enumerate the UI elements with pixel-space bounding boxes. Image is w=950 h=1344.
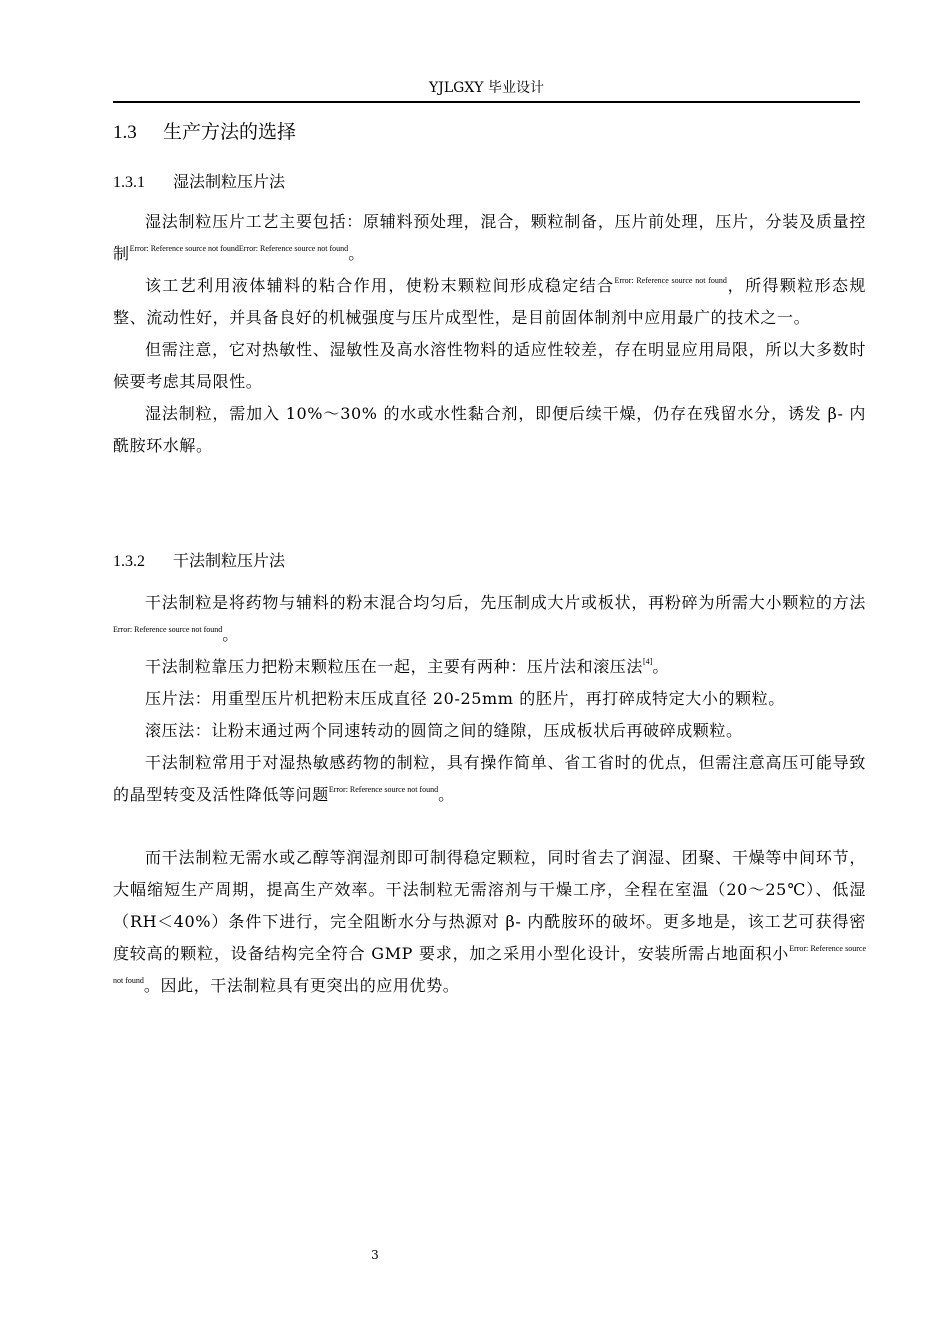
paragraph: 干法制粒常用于对湿热敏感药物的制粒，具有操作简单、省工省时的优点，但需注意高压可能导致的晶型转变及活性降低等问题$^{Error: Reference source not found}$。 xyxy=(113,753,866,804)
subsection-title: 干法制粒压片法 xyxy=(173,551,286,570)
subsection-number: 1.3.1 xyxy=(113,174,145,191)
section-heading xyxy=(113,119,296,146)
subsection-body-2 xyxy=(113,587,866,811)
page-number: 3 xyxy=(371,1248,379,1262)
paragraph: 该工艺利用液体辅料的粘合作用，使粉末颗粒间形成稳定结合$^{Error: Reference source not found}$，所得颗粒形态规整、流动性好，并具备良好的机械强度与压片成型性，是目前固体制剂中应用最广的技术之一。 xyxy=(113,276,866,327)
subsection-body-1 xyxy=(113,206,866,462)
subsection-heading-2 xyxy=(113,550,285,573)
paragraph: 压片法：用重型压片机把粉末压成直径 20-25mm 的胚片，再打碎成特定大小的颗粒。 xyxy=(145,689,785,708)
paragraph: 湿法制粒，需加入 10%～30% 的水或水性黏合剂，即便后续干燥，仍存在残留水分，诱发 β- 内酰胺环水解。 xyxy=(113,404,866,455)
section-title: 生产方法的选择 xyxy=(163,121,297,143)
subsection-body-2-continued xyxy=(113,842,866,1002)
subsection-heading-1 xyxy=(113,171,285,194)
subsection-number: 1.3.2 xyxy=(113,553,145,570)
reference-marker[interactable]: Error: Reference source not foundError: Reference source not found xyxy=(129,244,349,253)
reference-marker[interactable]: Error: Reference source not found xyxy=(113,625,223,634)
paragraph: 滚压法：让粉末通过两个同速转动的圆筒之间的缝隙，压成板状后再破碎成颗粒。 xyxy=(145,721,743,740)
paragraph: 但需注意，它对热敏性、湿敏性及高水溶性物料的适应性较差，存在明显应用局限，所以大多数时候要考虑其局限性。 xyxy=(113,340,866,391)
reference-marker[interactable]: Error: Reference source not found xyxy=(113,944,866,985)
subsection-title: 湿法制粒压片法 xyxy=(173,172,286,191)
paragraph: 而干法制粒无需水或乙醇等润湿剂即可制得稳定颗粒，同时省去了润湿、团聚、干燥等中间环节，大幅缩短生产周期，提高生产效率。干法制粒无需溶剂与干燥工序，全程在室温（20～25℃）、低湿（RH＜40%）条件下进行，完全阻断水分与热源对 β- 内酰胺环的破坏。更多地是，该工艺可获得密度较高的颗粒，设备结构完全符合 GMP 要求，加之采用小型化设计，安装所需占地面积小$^{Error: Reference source not found}$。因此，干法制粒具有更突出的应用优势。 xyxy=(113,848,866,995)
reference-marker[interactable]: Error: Reference source not found xyxy=(614,276,727,285)
paragraph: 干法制粒靠压力把粉末颗粒压在一起，主要有两种：压片法和滚压法[4]。 xyxy=(145,657,669,676)
reference-marker[interactable]: [4] xyxy=(643,657,653,666)
page-header: YJLGXY 毕业设计 xyxy=(429,80,544,96)
section-number: 1.3 xyxy=(113,122,137,143)
reference-marker[interactable]: Error: Reference source not found xyxy=(328,785,439,794)
paragraph: 干法制粒是将药物与辅料的粉末混合均匀后，先压制成大片或板状，再粉碎为所需大小颗粒的方法$^{Error: Reference source not found}$。 xyxy=(113,593,866,644)
paragraph: 湿法制粒压片工艺主要包括：原辅料预处理，混合，颗粒制备，压片前处理，压片，分装及质量控制$^{Error: Reference source not foundError: Reference source not found}$。 xyxy=(113,212,866,263)
header-rule xyxy=(113,101,860,103)
